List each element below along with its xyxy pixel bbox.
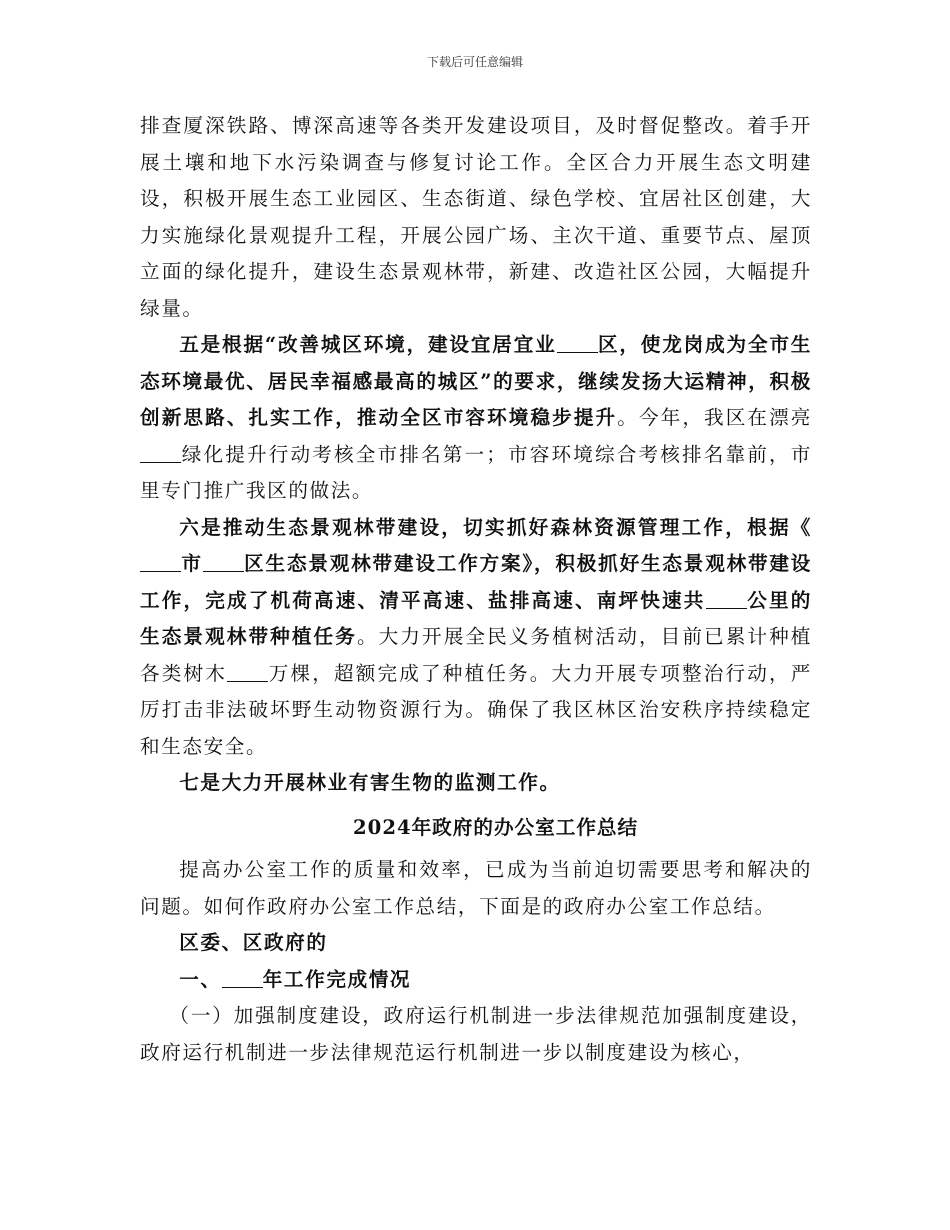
fill-blank	[203, 551, 244, 572]
fill-blank	[706, 588, 747, 609]
heading-suffix: 年工作完成情况	[262, 967, 412, 991]
heading-prefix: 一、	[179, 967, 222, 991]
document-body	[140, 108, 812, 1071]
fill-blank	[140, 442, 181, 463]
paragraph-six-bold-d: 公里的生态景观林带种植任务	[140, 588, 812, 648]
section-intro: 提高办公室工作的质量和效率，已成为当前迫切需要思考和解决的问题。如何作政府办公室工作总结，下面是的政府办公室工作总结。	[140, 858, 812, 918]
fill-blank	[140, 551, 181, 572]
paragraph-six-bold-c: 区生态景观林带建设工作方案》，积极抓好生态景观林带建设工作，完成了机荷高速、清平高速、盐排高速、南坪快速共	[140, 552, 812, 612]
paragraph-continuation	[140, 108, 812, 327]
item-one: （一）加强制度建设，政府运行机制进一步法律规范加强制度建设，政府运行机制进一步法律规范运行机制进一步以制度建设为核心，	[140, 1004, 812, 1064]
org-line: 区委、区政府的	[179, 931, 328, 954]
section-heading-one	[140, 962, 812, 999]
paragraph-text: 排查厦深铁路、博深高速等各类开发建设项目，及时督促整改。着手开展土壤和地下水污染调查与修复讨论工作。全区合力开展生态文明建设，积极开展生态工业园区、生态街道、绿色学校、宜居社区创建，大力实施绿化景观提升工程，开展公园广场、主次干道、重要节点、屋顶立面的绿化提升，建设生态景观林带，新建、改造社区公园，大幅提升绿量。	[140, 114, 812, 320]
paragraph-six-normal-b: 万棵，超额完成了种植任务。大力开展专项整治行动，严厉打击非法破坏野生动物资源行为。确保了我区林区治安秩序持续稳定和生态安全。	[140, 661, 812, 758]
paragraph-five	[140, 327, 812, 510]
fill-blank	[222, 967, 263, 988]
paragraph-five-bold-a: 五是根据“改善城区环境，建设宜居宜业	[179, 333, 557, 356]
paragraph-five-normal-a: 。今年，我区在漂亮	[617, 406, 812, 429]
paragraph-six-bold-a: 六是推动生态景观林带建设，切实抓好森林资源管理工作，根据《	[179, 515, 812, 539]
paragraph-five-normal-b: 绿化提升行动考核全市排名第一；市容环境综合考核排名靠前，市里专门推广我区的做法。	[140, 442, 812, 502]
paragraph-five-bold-b: 区，使龙岗成为全市生态环境最优、居民幸福感最高的城区”的要求，继续发扬大运精神，积极创新思路、扎实工作，推动全区市容环境稳步提升	[140, 333, 812, 429]
section-title: 2024年政府的办公室工作总结	[353, 815, 639, 839]
fill-blank	[227, 661, 268, 682]
paragraph-seven: 七是大力开展林业有害生物的监测工作。	[179, 771, 561, 794]
download-note: 下载后可任意编辑	[426, 55, 523, 69]
paragraph-six	[140, 510, 812, 766]
fill-blank	[557, 332, 598, 353]
paragraph-six-normal-a: 。大力开展全民义务植树活动，目前已累计种植各类树木	[140, 625, 812, 685]
paragraph-six-bold-b: 市	[181, 552, 203, 575]
